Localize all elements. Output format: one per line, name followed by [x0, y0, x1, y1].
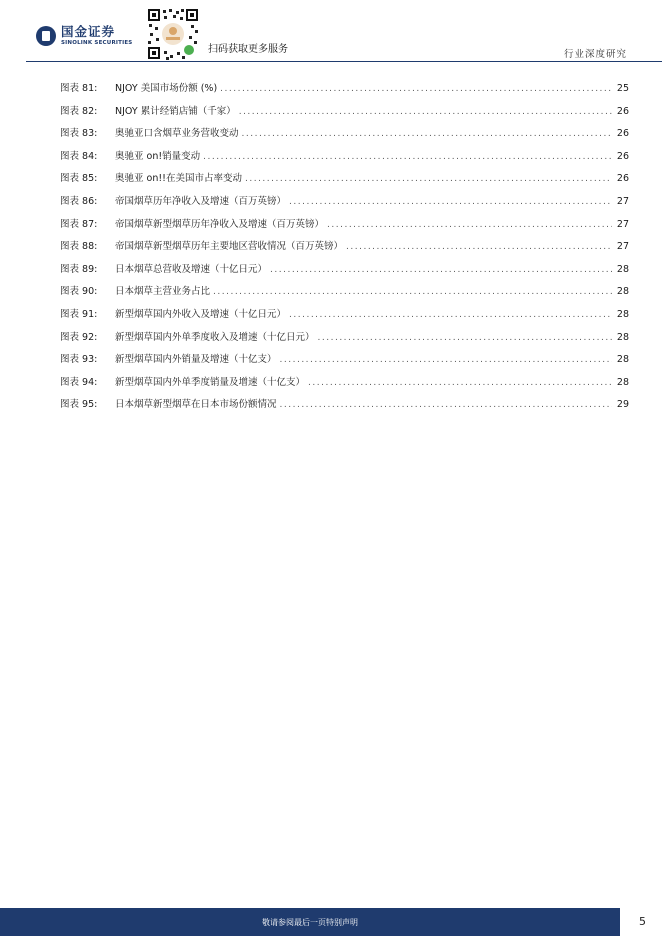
table-of-figures — [60, 80, 629, 419]
dot-leader — [203, 152, 612, 162]
page-reference: 27 — [616, 195, 629, 207]
page-reference: 28 — [616, 263, 629, 275]
toc-entry[interactable] — [60, 329, 629, 352]
toc-entry[interactable] — [60, 283, 629, 306]
figure-title: 帝国烟草历年净收入及增速（百万英镑） — [115, 195, 287, 207]
footer-disclaimer: 敬请参阅最后一页特别声明 — [262, 918, 358, 927]
dot-leader — [289, 197, 612, 207]
page-reference: 27 — [616, 218, 629, 230]
page-reference: 26 — [616, 173, 629, 185]
figure-number: 图表 94: — [60, 376, 98, 388]
figure-number: 图表 88: — [60, 241, 98, 253]
figure-title: 奥驰亚 on!!在美国市占率变动 — [115, 173, 242, 185]
figure-title: 奥驰亚口含烟草业务营收变动 — [115, 128, 239, 140]
header-divider — [26, 61, 662, 62]
logo-chinese-name: 国金证券 — [61, 24, 116, 39]
figure-number: 图表 93: — [60, 354, 98, 366]
page-reference: 28 — [616, 308, 629, 320]
page-reference: 27 — [616, 241, 629, 253]
figure-title: 日本烟草新型烟草在日本市场份额情况 — [115, 399, 277, 411]
dot-leader — [270, 265, 612, 275]
figure-title: 日本烟草主营业务占比 — [115, 286, 211, 298]
figure-title: 新型烟草国内外销量及增速（十亿支） — [115, 354, 277, 366]
figure-title: 新型烟草国内外单季度收入及增速（十亿日元） — [115, 331, 315, 343]
dot-leader — [346, 242, 612, 252]
dot-leader — [213, 287, 612, 297]
figure-title: 帝国烟草新型烟草历年净收入及增速（百万英镑） — [115, 218, 325, 230]
page-number: 5 — [639, 915, 646, 928]
scan-for-services-text: 扫码获取更多服务 — [208, 44, 288, 55]
dot-leader — [289, 310, 612, 320]
figure-number: 图表 92: — [60, 331, 98, 343]
page-reference: 26 — [616, 105, 629, 117]
logo-english-name: SINOLINK SECURITIES — [61, 39, 133, 46]
page-header — [0, 0, 662, 64]
toc-entry[interactable] — [60, 216, 629, 239]
toc-entry[interactable] — [60, 306, 629, 329]
toc-entry[interactable] — [60, 103, 629, 126]
toc-entry[interactable] — [60, 193, 629, 216]
toc-entry[interactable] — [60, 396, 629, 419]
toc-entry[interactable] — [60, 261, 629, 284]
footer-bar — [0, 908, 620, 936]
toc-entry[interactable] — [60, 170, 629, 193]
toc-entry[interactable] — [60, 374, 629, 397]
company-logo — [36, 26, 132, 46]
figure-number: 图表 90: — [60, 286, 98, 298]
figure-title: 新型烟草国内外单季度销量及增速（十亿支） — [115, 376, 306, 388]
toc-entry[interactable] — [60, 80, 629, 103]
dot-leader — [308, 378, 612, 388]
figure-number: 图表 85: — [60, 173, 98, 185]
dot-leader — [327, 220, 612, 230]
figure-title: NJOY 累计经销店铺（千家） — [115, 105, 236, 117]
figure-number: 图表 81: — [60, 83, 98, 94]
figure-number: 图表 82: — [60, 105, 98, 117]
toc-entry[interactable] — [60, 125, 629, 148]
toc-entry[interactable] — [60, 238, 629, 261]
dot-leader — [220, 84, 612, 94]
dot-leader — [280, 355, 612, 365]
page-reference: 26 — [616, 150, 629, 162]
figure-number: 图表 95: — [60, 399, 98, 411]
qr-code-icon[interactable] — [146, 7, 200, 61]
logo-mark-icon — [36, 26, 56, 46]
page-reference: 26 — [616, 128, 629, 140]
dot-leader — [245, 174, 612, 184]
dot-leader — [242, 129, 612, 139]
toc-entry[interactable] — [60, 351, 629, 374]
report-type-label: 行业深度研究 — [563, 49, 627, 60]
figure-number: 图表 84: — [60, 150, 98, 162]
page-reference: 28 — [616, 286, 629, 298]
page-reference: 25 — [616, 83, 629, 94]
figure-number: 图表 83: — [60, 128, 98, 140]
dot-leader — [280, 400, 612, 410]
toc-entry[interactable] — [60, 148, 629, 171]
figure-title: 日本烟草总营收及增速（十亿日元） — [115, 263, 268, 275]
dot-leader — [318, 333, 612, 343]
page-reference: 28 — [616, 376, 629, 388]
figure-number: 图表 91: — [60, 308, 98, 320]
page-reference: 28 — [616, 354, 629, 366]
figure-title: 奥驰亚 on!销量变动 — [115, 150, 201, 162]
figure-number: 图表 86: — [60, 195, 98, 207]
page-reference: 29 — [616, 399, 629, 411]
figure-title: NJOY 美国市场份额 (%) — [115, 83, 218, 94]
figure-title: 帝国烟草新型烟草历年主要地区营收情况（百万英镑） — [115, 241, 344, 253]
dot-leader — [239, 107, 612, 117]
figure-title: 新型烟草国内外收入及增速（十亿日元） — [115, 308, 287, 320]
figure-number: 图表 89: — [60, 263, 98, 275]
page-reference: 28 — [616, 331, 629, 343]
figure-number: 图表 87: — [60, 218, 98, 230]
